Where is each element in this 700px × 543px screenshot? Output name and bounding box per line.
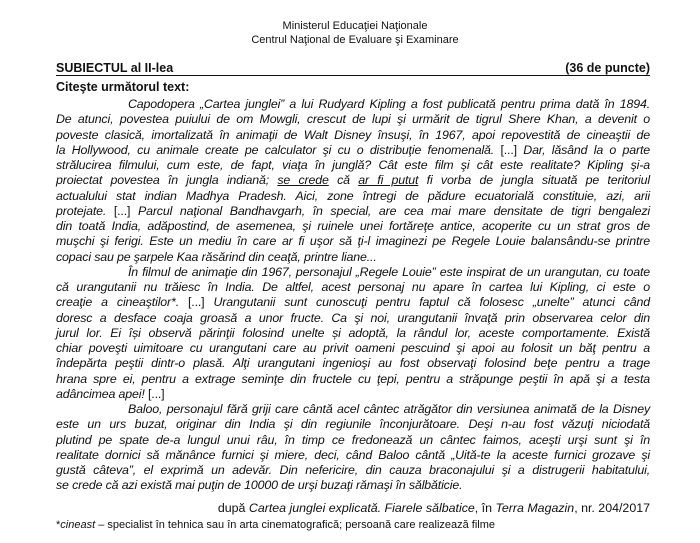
text-line xyxy=(56,326,650,341)
text-segment: Parcul naţional Bandhavgarh, în special, are cea mai mare densitate de tigri bengalezi xyxy=(130,203,650,218)
text-segment: este un urs buzat, originar din India şi din regiunile înconjurătoare. Deşi n-au fost văzuţi niciodată xyxy=(56,417,650,432)
text-line xyxy=(56,341,650,356)
text-line xyxy=(56,280,650,295)
text-segment: actualului stat indian Madhya Pradesh. Aici, zone întregi de pădure ecuatorială constituie, azi, arii xyxy=(56,188,650,203)
text-line xyxy=(56,478,650,493)
text-line xyxy=(56,250,650,265)
ministry-header: Ministerul Educaţiei Naţionale xyxy=(282,20,428,32)
text-line xyxy=(56,356,650,371)
source-prefix: după xyxy=(217,501,249,515)
text-line xyxy=(56,173,650,188)
text-segment: strălucirea filmului, cum este, de fapt, viaţa în junglă? Cât este film şi cât este realitate? Kipling şi-a xyxy=(56,158,650,172)
text-segment: Capodopera „Cartea junglei” a lui Rudyard Kipling a fost publicată pentru prima dată în 1894. xyxy=(128,97,650,111)
underlined-phrase: se crede xyxy=(277,173,329,188)
text-line xyxy=(56,204,650,219)
text-line xyxy=(56,463,650,478)
text-segment: se crede că azi există mai puţin de 10000 de urşi buzaţi rămaşi în sălbăticie. xyxy=(56,478,463,493)
text-line xyxy=(56,158,650,173)
source-title: Cartea junglei explicată. Fiarele sălbatice xyxy=(248,501,475,515)
text-segment: [...] xyxy=(147,386,165,401)
text-segment: chiar poveşti uimitoare cu urangutani care au privit oameni pescuind şi apoi au folosit un băţ pentru a xyxy=(56,341,650,355)
text-line xyxy=(56,387,650,402)
text-segment: muşchi şi ferigi. Este un mediu în care ar fi uşor să ţi-l imaginezi pe Regele Louie balansându-se printre xyxy=(56,234,650,249)
text-line xyxy=(56,311,650,326)
text-segment: De atunci, povestea puiului de om Mowgli, crescut de lupi şi urmărit de tigrul Shere Khan, a devenit o xyxy=(56,112,650,127)
text-segment: [...] xyxy=(188,295,205,310)
source-magazine: Terra Magazin xyxy=(495,501,575,515)
text-line xyxy=(56,433,650,448)
text-segment: Urangutanii sunt cunoscuţi pentru faptul că folosesc „unelte” atunci când xyxy=(204,295,650,310)
text-segment: hrana spre ei, pentru a extrage seminţe din fructele cu ţepi, pentru a străpunge peştii în apă şi a testa xyxy=(56,371,650,386)
source-citation xyxy=(218,501,650,515)
text-segment: doresc a desface coaja groasă a unor fructe. Ca şi noi, urangutanii învaţă prin observarea celor din xyxy=(56,310,650,325)
text-line xyxy=(56,143,650,158)
text-segment: adâncimea apei! xyxy=(56,386,148,401)
text-line xyxy=(56,265,650,280)
text-segment: gustă câteva”, el exprimă un adevăr. Din nefericire, din cauza braconajului şi a distrugerii habitatului, xyxy=(56,463,650,477)
text-segment: protejate. xyxy=(56,203,114,218)
text-line xyxy=(56,417,650,432)
subject-heading xyxy=(56,61,650,76)
subject-title: SUBIECTUL al II-lea xyxy=(56,61,174,75)
text-line xyxy=(56,402,650,417)
text-segment: îndepărta peştii dintr-o plasă. Alţi urangutani ingenioşi au fost observaţi folosind beţe pentru a trage xyxy=(56,356,650,371)
text-segment: poveste clasică, imortalizată în animaţii de Walt Disney însuşi, în 1967, apoi repovestită de cineaştii de xyxy=(56,127,650,142)
text-segment: fi vorba de jungla situată pe teritoriul xyxy=(418,173,650,188)
text-line xyxy=(56,448,650,463)
text-segment: Baloo, personajul fără griji care cântă acel cântec atrăgător din versiunea animată de la Disney xyxy=(128,402,650,416)
text-segment: la Hollywood, cu animale create pe calculator şi cu o distribuţie fenomenală. xyxy=(56,142,501,157)
text-line xyxy=(56,234,650,249)
text-line xyxy=(56,219,650,234)
footnote xyxy=(56,519,495,532)
text-segment: copaci sau pe şarpele Kaa răsărind din ceaţă, printre liane... xyxy=(56,249,377,264)
text-segment: că xyxy=(328,173,359,188)
text-segment: [...] xyxy=(500,142,517,157)
text-line xyxy=(56,189,650,204)
footnote-definition: – specialist în tehnica sau în arta cinematografică; persoană care realizează filme xyxy=(95,519,496,531)
instruction: Citeşte următorul text: xyxy=(56,80,190,94)
text-segment: creaţie a cineaştilor*. xyxy=(56,295,188,310)
text-segment: Dar, lăsând la o parte xyxy=(516,142,650,157)
subject-points: (36 de puncte) xyxy=(565,61,650,75)
text-segment: [...] xyxy=(113,203,131,218)
text-line xyxy=(56,295,650,310)
text-segment: plutind pe spate de-a lungul unui râu, în timp ce fredonează un cântec faimos, aceşti urşi sunt şi în xyxy=(56,432,650,447)
text-line xyxy=(56,128,650,143)
text-segment: În filmul de animaţie din 1967, personajul „Regele Louie” este inspirat de un urangutan, cu toate xyxy=(128,264,650,279)
text-segment: realitate dornici să mănânce furnici şi miere, deci, când Baloo cântă „Uită-te la aceste furnici grozave şi xyxy=(56,447,650,462)
footnote-term: cineast xyxy=(60,519,96,531)
footnote-star: * xyxy=(56,519,61,531)
source-mid: , în xyxy=(474,501,496,515)
source-issue: , nr. 204/2017 xyxy=(574,501,650,515)
text-segment: că urangutanii nu trăiesc în India. De altfel, acest personaj nu apare în cartea lui Kipling, ci este o xyxy=(56,280,650,294)
text-body xyxy=(56,97,650,494)
text-segment: din toată India, adăpostind, de asemenea, şi ruinele unei fortăreţe antice, acoperite cu un strat gros de xyxy=(56,219,650,233)
text-line xyxy=(56,112,650,127)
underlined-phrase: ar fi putut xyxy=(358,173,419,188)
center-header: Centrul Naţional de Evaluare şi Examinare xyxy=(251,34,459,46)
text-line xyxy=(56,372,650,387)
text-line xyxy=(56,97,650,112)
text-segment: proiectat povestea în jungla indiană; xyxy=(56,173,278,188)
text-segment: jurul lor. Ei își observă părinţii folosind unelte și adoptă, la rândul lor, aceste comportamente. Există xyxy=(56,325,650,340)
